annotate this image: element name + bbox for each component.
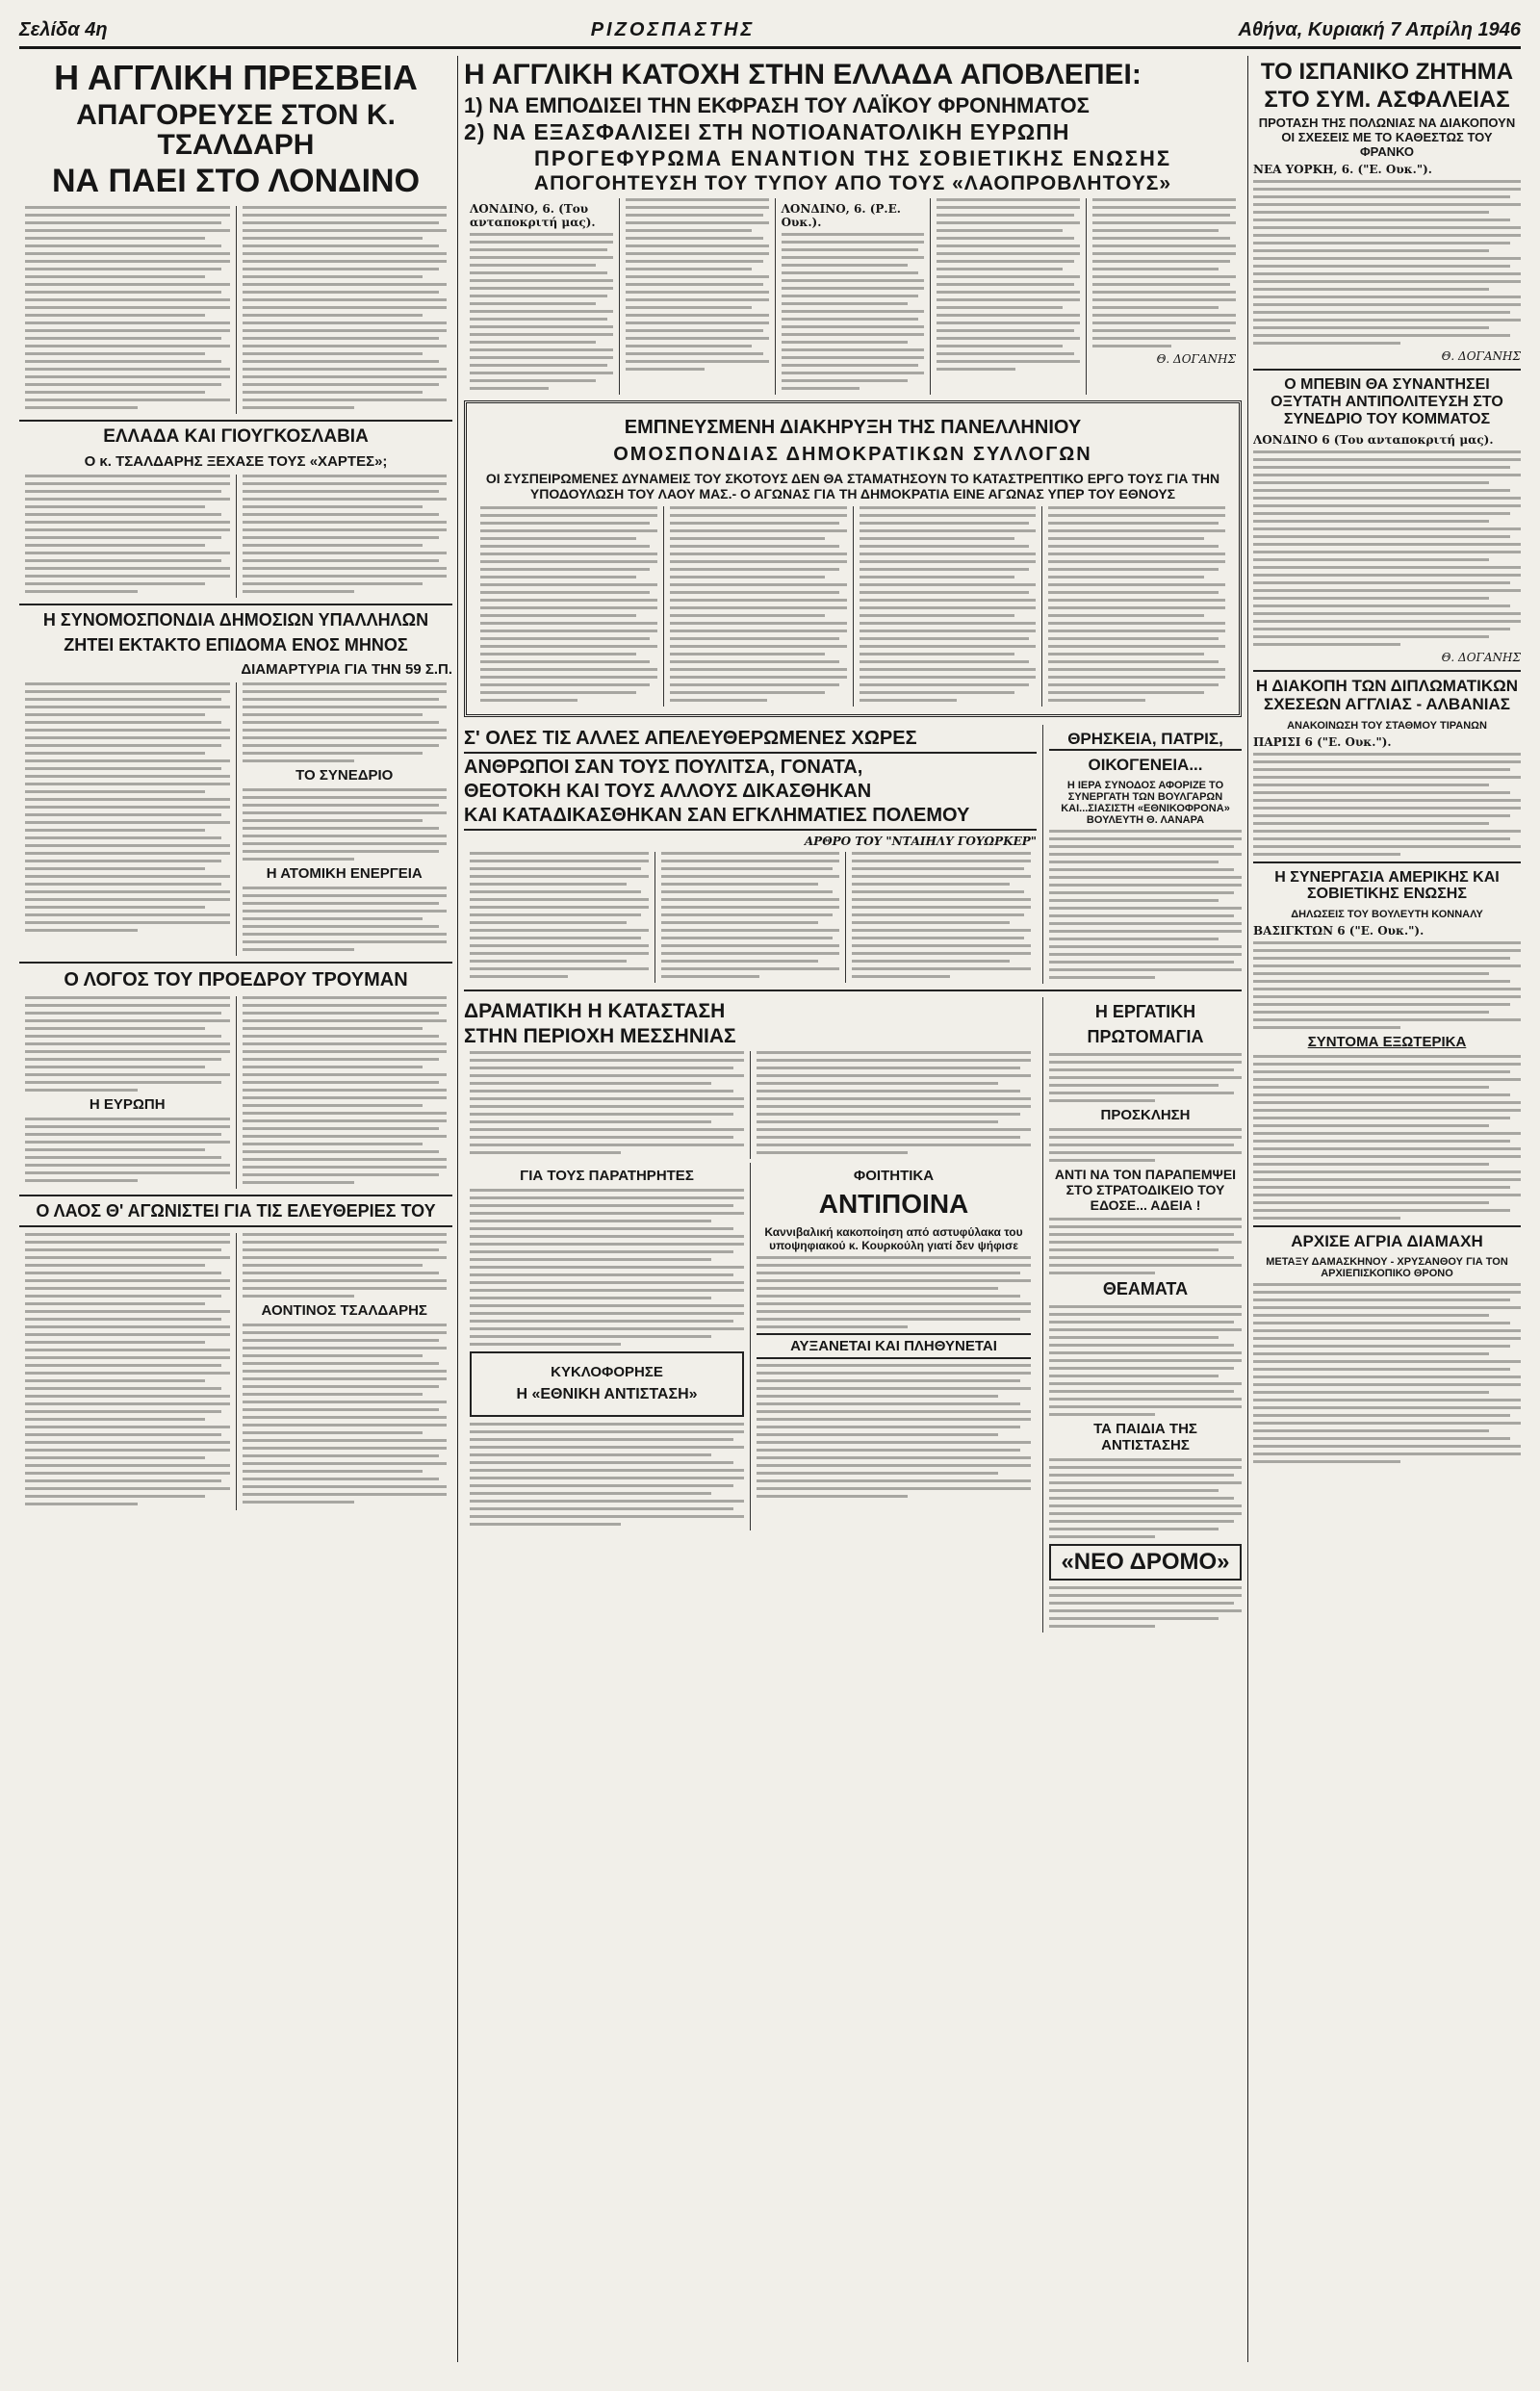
- article-text: [654, 852, 846, 983]
- headline-messinia-1: ΔΡΑΜΑΤΙΚΗ Η ΚΑΤΑΣΤΑΣΗ: [464, 1000, 726, 1023]
- invitation-head: ΠΡΟΣΚΛΗΣΗ: [1100, 1106, 1191, 1123]
- headline-civil-servants-2: ΖΗΤΕΙ ΕΚΤΑΚΤΟ ΕΠΙΔΟΜΑ ΕΝΟΣ ΜΗΝΟΣ: [64, 635, 408, 656]
- dateline: ΛΟΝΔΙΝΟ, 6. (Του ανταποκριτή μας).: [470, 201, 596, 229]
- dateline: ΛΟΝΔΙΝΟ 6 (Του ανταποκριτή μας).: [1253, 433, 1494, 448]
- subhead-atomic-energy: Η ΑΤΟΜΙΚΗ ΕΝΕΡΓΕΙΑ: [266, 864, 423, 882]
- article-text: [19, 475, 236, 598]
- article-text: [845, 852, 1037, 983]
- article-text: [782, 233, 925, 390]
- masthead: [19, 13, 1521, 49]
- dateline: ΒΑΣΙΓΚΤΩΝ 6 ("Ε. Ουκ.").: [1253, 923, 1424, 938]
- main-banner: Η ΑΓΓΛΙΚΗ ΚΑΤΟΧΗ ΣΤΗΝ ΕΛΛΑΔΑ ΑΠΟΒΛΕΠΕΙ:: [464, 59, 1142, 90]
- article-text: [25, 996, 230, 1092]
- article-text: [243, 887, 448, 951]
- article-text: [236, 996, 453, 1189]
- headline-court-martial: ΑΝΤΙ ΝΑ ΤΟΝ ΠΑΡΑΠΕΜΨΕΙ ΣΤΟ ΣΤΡΑΤΟΔΙΚΕΙΟ ΤΟΥ ΕΔΟΣΕ... ΑΔΕΙΑ !: [1054, 1166, 1237, 1213]
- subhead-tsaldaris: ΑΟΝΤΙΝΟΣ ΤΣΑΛΔΑΡΗΣ: [261, 1301, 427, 1319]
- dateline: ΠΑΡΙΣΙ 6 ("Ε. Ουκ.").: [1253, 734, 1392, 749]
- article-source: ΑΡΘΡΟ ΤΟΥ "ΝΤΑΙΗΛΥ ΓΟΥΩΡΚΕΡ": [804, 834, 1037, 848]
- article-text: [1041, 506, 1231, 707]
- headline-theatre: ΘΕΑΜΑΤΑ: [1102, 1278, 1189, 1298]
- article-text: [236, 475, 453, 598]
- subhead-congress: ΤΟ ΣΥΝΕΔΡΙΟ: [295, 766, 394, 784]
- headline-yugoslavia: ΕΛΛΑΔΑ ΚΑΙ ΓΙΟΥΓΚΟΣΛΑΒΙΑ: [103, 426, 369, 448]
- headline-us-ussr: Η ΣΥΝΕΡΓΑΣΙΑ ΑΜΕΡΙΚΗΣ ΚΑΙ ΣΟΒΙΕΤΙΚΗΣ ΕΝΩΣΗΣ: [1274, 868, 1500, 903]
- article-text: [1049, 830, 1242, 979]
- subhead-europe: Η ΕΥΡΩΠΗ: [89, 1095, 166, 1113]
- subhead-religion: Η ΙΕΡΑ ΣΥΝΟΔΟΣ ΑΦΟΡΙΖΕ ΤΟ ΣΥΝΕΡΓΑΤΗ ΤΩΝ ΒΟΥΛΓΑΡΩΝ ΚΑΙ...ΣΙΑΣΙΣΤΗ «ΕΘΝΙΚΟΦΡΟΝΑ» ΒΟΥΛΕΥΤΗ Θ. ΛΑΝΑΡΑ: [1061, 780, 1230, 827]
- headline-federation-2: ΟΜΟΣΠΟΝΔΙΑΣ ΔΗΜΟΚΡΑΤΙΚΩΝ ΣΥΛΛΟΓΩΝ: [613, 443, 1092, 465]
- article-text: [1049, 1458, 1242, 1538]
- sub-banner: ΑΠΟΓΟΗΤΕΥΣΗ ΤΟΥ ΤΥΠΟΥ ΑΠΟ ΤΟΥΣ «ΛΑΟΠΡΟΒΛΗΤΟΥΣ»: [533, 171, 1172, 194]
- article-text: [757, 1256, 1031, 1328]
- headline-foreign-briefs: ΣΥΝΤΟΜΑ ΕΞΩΤΕΡΙΚΑ: [1307, 1033, 1467, 1050]
- article-text: [1253, 1283, 1521, 1463]
- article-text: [1049, 1128, 1242, 1162]
- headline-albania: Η ΔΙΑΚΟΠΗ ΤΩΝ ΔΙΠΛΩΜΑΤΙΚΩΝ ΣΧΕΣΕΩΝ ΑΓΓΛΙΑΣ - ΑΛΒΑΝΙΑΣ: [1255, 677, 1519, 713]
- article-text: [19, 206, 236, 414]
- subhead-observers: ΓΙΑ ΤΟΥΣ ΠΑΡΑΤΗΡΗΤΕΣ: [520, 1168, 694, 1185]
- headline-civil-servants-1: Η ΣΥΝΟΜΟΣΠΟΝΔΙΑ ΔΗΜΟΣΙΩΝ ΥΠΑΛΛΗΛΩΝ: [42, 610, 429, 630]
- article-text: [243, 1233, 448, 1298]
- article-text: [243, 788, 448, 861]
- article-text: [757, 1364, 1031, 1498]
- article-text: [930, 198, 1086, 395]
- article-text: [853, 506, 1042, 707]
- subhead-connally: ΔΗΛΩΣΕΙΣ ΤΟΥ ΒΟΥΛΕΥΤΗ ΚΟΝΝΑΛΥ: [1291, 908, 1483, 920]
- article-text: [19, 1233, 236, 1510]
- dateline: ΝΕΑ ΥΟΡΚΗ, 6. ("Ε. Ουκ.").: [1253, 163, 1432, 177]
- federation-declaration-box: [464, 400, 1242, 717]
- headline-bevin: Ο ΜΠΕΒΙΝ ΘΑ ΣΥΝΑΝΤΗΣΕΙ ΟΞΥΤΑΤΗ ΑΝΤΙΠΟΛΙΤΕΥΣΗ ΣΤΟ ΣΥΝΕΔΡΙΟ ΤΟΥ ΚΟΜΜΑΤΟΣ: [1270, 376, 1503, 427]
- subhead-poland-proposal: ΠΡΟΤΑΣΗ ΤΗΣ ΠΟΛΩΝΙΑΣ ΝΑ ΔΙΑΚΟΠΟΥΝ ΟΙ ΣΧΕΣΕΙΣ ΜΕ ΤΟ ΚΑΘΕΣΤΩΣ ΤΟΥ ΦΡΑΝΚΟ: [1258, 116, 1516, 160]
- subhead-federation: ΟΙ ΣΥΣΠΕΙΡΩΜΕΝΕΣ ΔΥΝΑΜΕΙΣ ΤΟΥ ΣΚΟΤΟΥΣ ΔΕΝ ΘΑ ΣΤΑΜΑΤΗΣΟΥΝ ΤΟ ΚΑΤΑΣΤΡΕΠΤΙΚΟ ΕΡΓΟ ΤΟΥΣ ΓΙΑ ΤΗΝ ΥΠΟΔΟΥΛΩΣΗ ΤΟΥ ΛΑΟΥ ΜΑΣ.- Ο ΑΓΩΝΑΣ ΓΙΑ ΤΗ ΔΗΜΟΚΡΑΤΙΑ ΕΙΝΕ ΑΓΩΝΑΣ ΥΠΕΡ ΤΟΥ ΕΘΝΟΥΣ: [485, 470, 1220, 501]
- article-text: [470, 1423, 744, 1526]
- kykloforise-label: ΚΥΚΛΟΦΟΡΗΣΕ: [551, 1364, 663, 1381]
- page-number: Σελίδα 4η: [19, 18, 108, 40]
- article-text: [464, 1051, 750, 1159]
- left-column: [19, 56, 452, 2362]
- main-point-2: 2) ΝΑ ΕΞΑΣΦΑΛΙΣΕΙ ΣΤΗ ΝΟΤΙΟΑΝΑΤΟΛΙΚΗ ΕΥΡΩΠΗ: [464, 118, 1070, 144]
- kykloforise-title: Η «ΕΘΝΙΚΗ ΑΝΤΙΣΤΑΣΗ»: [516, 1386, 698, 1403]
- headline-growth: ΑΥΞΑΝΕΤΑΙ ΚΑΙ ΠΛΗΘΥΝΕΤΑΙ: [757, 1333, 1031, 1359]
- article-text: [619, 198, 775, 395]
- article-text: [19, 682, 236, 956]
- headline-spanish-question-2: ΣΤΟ ΣΥΜ. ΑΣΦΑΛΕΙΑΣ: [1264, 87, 1510, 114]
- headline-spanish-question-1: ΤΟ ΙΣΠΑΝΙΚΟ ΖΗΤΗΜΑ: [1260, 59, 1514, 85]
- article-text: [1253, 1055, 1521, 1220]
- article-text: [243, 682, 448, 762]
- headline-resistance-children: ΤΑ ΠΑΙΔΙΑ ΤΗΣ ΑΝΤΙΣΤΑΣΗΣ: [1093, 1420, 1197, 1453]
- subhead-church-dispute: ΜΕΤΑΞΥ ΔΑΜΑΣΚΗΝΟΥ - ΧΡΥΣΑΝΘΟΥ ΓΙΑ ΤΟΝ ΑΡΧΙΕΠΙΣΚΟΠΙΚΟ ΘΡΟΝΟ: [1266, 1256, 1508, 1280]
- headline-embassy-1: Η ΑΓΓΛΙΚΗ ΠΡΕΣΒΕΙΑ: [54, 58, 418, 97]
- right-column: [1253, 56, 1521, 2362]
- main-point-2b: ΠΡΟΓΕΦΥΡΩΜΑ ΕΝΑΝΤΙΟΝ ΤΗΣ ΣΟΒΙΕΤΙΚΗΣ ΕΝΩΣΗΣ: [533, 145, 1172, 170]
- headline-religion-1: ΘΡΗΣΚΕΙΑ, ΠΑΤΡΙΣ,: [1049, 731, 1242, 751]
- main-point-1: 1) ΝΑ ΕΜΠΟΔΙΣΕΙ ΤΗΝ ΕΚΦΡΑΣΗ ΤΟΥ ΛΑΪΚΟΥ ΦΡΟΝΗΜΑΤΟΣ: [464, 92, 1090, 117]
- headline-new-road: «ΝΕΟ ΔΡΟΜΟ»: [1049, 1544, 1242, 1581]
- article-text: [464, 852, 654, 983]
- article-text: [25, 1118, 230, 1182]
- article-text: [1253, 450, 1521, 646]
- article-text: [470, 1189, 744, 1346]
- article-text: [1049, 1586, 1242, 1628]
- headline-religion-2: ΟΙΚΟΓΕΝΕΙΑ...: [1088, 755, 1203, 774]
- center-section: [464, 56, 1242, 2362]
- dateline: ΛΟΝΔΙΝΟ, 6. (Ρ.Ε. Ουκ.).: [781, 201, 901, 229]
- article-text: [1253, 180, 1521, 345]
- article-text: [1253, 941, 1521, 1029]
- headline-war-criminals-3: ΘΕΟΤΟΚΗ ΚΑΙ ΤΟΥΣ ΑΛΛΟΥΣ ΔΙΚΑΣΘΗΚΑΝ: [464, 780, 872, 802]
- headline-war-criminals-2: ΑΝΘΡΩΠΟΙ ΣΑΝ ΤΟΥΣ ΠΟΥΛΙΤΣΑ, ΓΟΝΑΤΑ,: [464, 756, 863, 778]
- byline: Θ. ΔΟΓΑΝΗΣ: [1156, 351, 1236, 366]
- article-text: [236, 206, 453, 414]
- headline-war-criminals-1: Σ' ΟΛΕΣ ΤΙΣ ΑΛΛΕΣ ΑΠΕΛΕΥΘΕΡΩΜΕΝΕΣ ΧΩΡΕΣ: [464, 729, 1037, 754]
- article-text: [1049, 1305, 1242, 1416]
- subhead-tirana: ΑΝΑΚΟΙΝΩΣΗ ΤΟΥ ΣΤΑΘΜΟΥ ΤΙΡΑΝΩΝ: [1287, 719, 1487, 732]
- headline-reprisals: ΑΝΤΙΠΟΙΝΑ: [818, 1189, 969, 1220]
- issue-date: Αθήνα, Κυριακή 7 Απρίλη 1946: [1238, 18, 1521, 40]
- article-text: [1092, 198, 1236, 347]
- headline-truman-speech: Ο ΛΟΓΟΣ ΤΟΥ ΠΡΟΕΔΡΟΥ ΤΡΟΥΜΑΝ: [64, 968, 408, 990]
- headline-people-freedoms: Ο ΛΑΟΣ Θ' ΑΓΩΝΙΣΤΕΙ ΓΙΑ ΤΙΣ ΕΛΕΥΘΕΡΙΕΣ ΤΟΥ: [19, 1202, 452, 1227]
- article-text: [243, 1324, 448, 1504]
- article-text: [663, 506, 853, 707]
- headline-embassy-2: ΑΠΑΓΟΡΕΥΣΕ ΣΤΟΝ Κ. ΤΣΑΛΔΑΡΗ: [76, 98, 396, 162]
- byline: Θ. ΔΟΓΑΝΗΣ: [1441, 651, 1521, 665]
- student-news: ΦΟΙΤΗΤΙΚΑ: [853, 1168, 935, 1185]
- headline-federation-1: ΕΜΠΝΕΥΣΜΕΝΗ ΔΙΑΚΗΡΥΞΗ ΤΗΣ ΠΑΝΕΛΛΗΝΙΟΥ: [624, 416, 1082, 438]
- headline-mayday-2: ΠΡΩΤΟΜΑΓΙΑ: [1087, 1027, 1204, 1047]
- subhead-protest: ΔΙΑΜΑΡΤΥΡΙΑ ΓΙΑ ΤΗΝ 59 Σ.Π.: [241, 660, 452, 678]
- headline-church-dispute: ΑΡΧΙΣΕ ΑΓΡΙΑ ΔΙΑΜΑΧΗ: [1291, 1231, 1483, 1250]
- subhead-tsaldaris-maps: Ο κ. ΤΣΑΛΔΑΡΗΣ ΞΕΧΑΣΕ ΤΟΥΣ «ΧΑΡΤΕΣ»;: [84, 453, 388, 471]
- headline-embassy-3: ΝΑ ΠΑΕΙ ΣΤΟ ΛΟΝΔΙΝΟ: [51, 162, 421, 199]
- subhead-reprisals: Καννιβαλική κακοποίηση από αστυφύλακα του υποψηφιακού κ. Κουρκούλη γιατί δεν ψήφισε: [764, 1225, 1023, 1253]
- byline: Θ. ΔΟΓΑΝΗΣ: [1441, 349, 1521, 364]
- article-text: [750, 1051, 1037, 1159]
- article-text: [1049, 1218, 1242, 1274]
- headline-war-criminals-4: ΚΑΙ ΚΑΤΑΔΙΚΑΣΘΗΚΑΝ ΣΑΝ ΕΓΚΛΗΜΑΤΙΕΣ ΠΟΛΕΜΟΥ: [464, 806, 1037, 831]
- headline-mayday-1: Η ΕΡΓΑΤΙΚΗ: [1094, 1002, 1196, 1022]
- headline-messinia-2: ΣΤΗΝ ΠΕΡΙΟΧΗ ΜΕΣΣΗΝΙΑΣ: [464, 1025, 736, 1048]
- article-text: [1049, 1053, 1242, 1102]
- article-text: [470, 233, 613, 390]
- article-text: [475, 506, 663, 707]
- newspaper-page: [19, 13, 1521, 2362]
- newspaper-title: ΡΙΖΟΣΠΑΣΤΗΣ: [590, 18, 756, 40]
- article-text: [1253, 753, 1521, 856]
